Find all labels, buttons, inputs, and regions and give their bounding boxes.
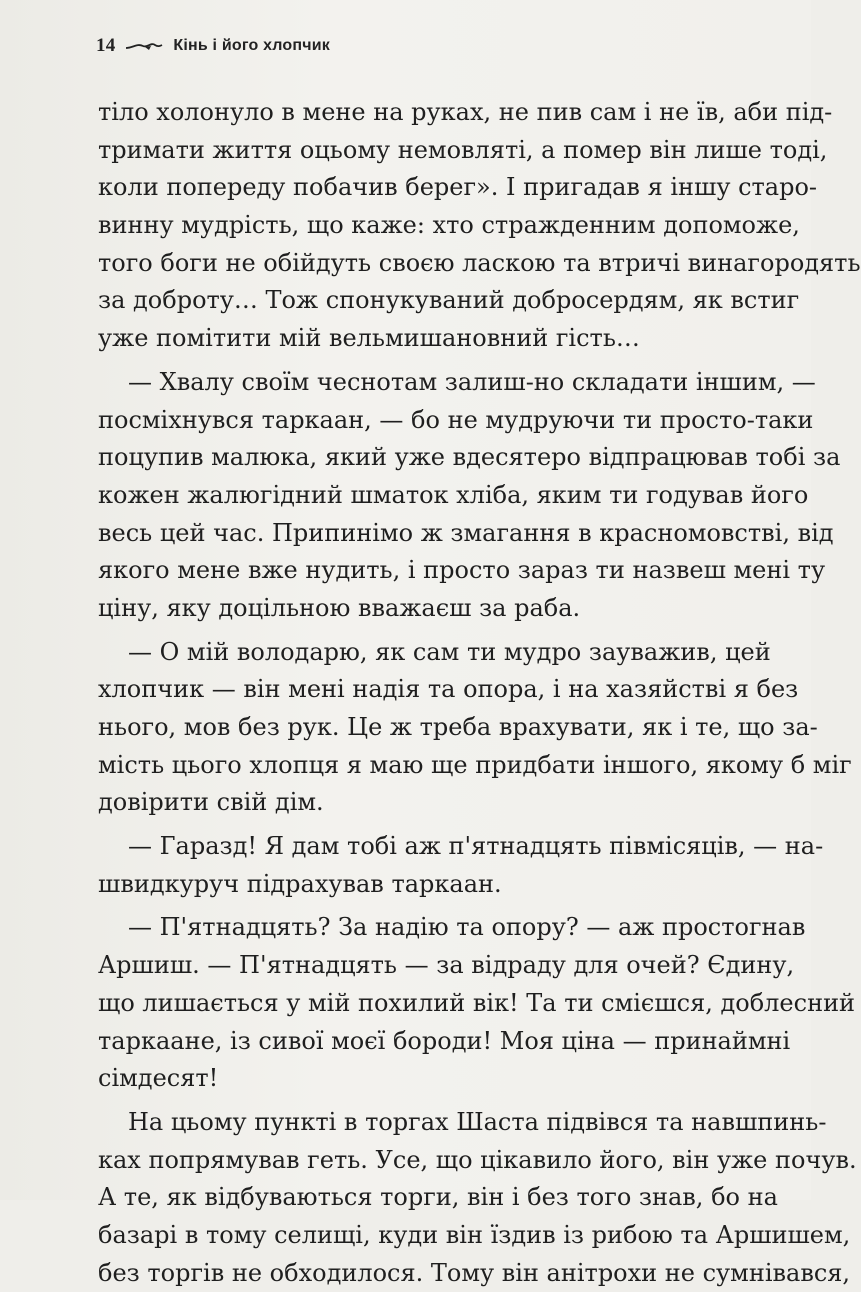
text-line: На цьому пункті в торгах Шаста підвівся та навшпинь-: [128, 1107, 827, 1136]
text-line: уже помітити мій вельмишановний гість…: [98, 324, 640, 353]
text-line: А те, як відбуваються торги, він і без того знав, бо на: [98, 1183, 778, 1212]
running-title: Кінь і його хлопчик: [173, 37, 330, 54]
text-line: Аршиш. — П'ятнадцять — за відраду для очей? Єдину,: [98, 951, 795, 980]
body-text: [98, 94, 861, 1292]
text-line: довірити свій дім.: [98, 788, 324, 817]
text-line: весь цей час. Припинімо ж змагання в красномовстві, від: [98, 518, 834, 547]
text-line: нього, мов без рук. Це ж треба врахувати, як і те, що за-: [98, 713, 818, 741]
text-line: поцупив малюка, який уже вдесятеро відпрацював тобі за: [98, 443, 841, 472]
ornament-icon: [125, 40, 163, 52]
page-number: 14: [96, 35, 116, 56]
text-line: таркаане, із сивої моєї бороди! Моя ціна — принаймні: [98, 1026, 791, 1055]
text-line: базарі в тому селищі, куди він їздив із рибою та Аршишем,: [98, 1220, 851, 1249]
text-line: тримати життя оцьому немовляті, а помер він лише тоді,: [98, 135, 828, 164]
text-line: — П'ятнадцять? За надію та опору? — аж простогнав: [128, 913, 806, 942]
text-line: винну мудрість, що каже: хто стражденним допоможе,: [98, 211, 800, 240]
text-line: — О мій володарю, як сам ти мудро зауважив, цей: [128, 637, 771, 666]
text-line: того боги не обійдуть своєю ласкою та втричі винагородять: [98, 248, 861, 277]
text-line: ках попрямував геть. Усе, що цікавило його, він уже почув.: [98, 1145, 857, 1174]
text-line: швидкуруч підрахував таркаан.: [98, 869, 502, 898]
text-line: якого мене вже нудить, і просто зараз ти назвеш мені ту: [98, 556, 826, 585]
text-line: тіло холонуло в мене на руках, не пив сам і не їв, аби під-: [98, 98, 833, 126]
text-line: посміхнувся таркаан, — бо не мудруючи ти просто-таки: [98, 405, 814, 434]
text-line: що лишається у мій похилий вік! Та ти смієшся, доблесний: [98, 988, 856, 1017]
text-line: сімдесят!: [98, 1064, 219, 1093]
text-line: мість цього хлопця я маю ще придбати іншого, якому б міг: [98, 750, 852, 779]
text-line: коли попереду побачив берег». І пригадав я іншу старо-: [98, 173, 818, 202]
text-line: хлопчик — він мені надія та опора, і на хазяйстві я без: [98, 675, 799, 704]
text-line: за доброту… Тож спонукуваний добросердям, як встиг: [98, 286, 800, 315]
text-line: ціну, яку доцільною вважаєш за раба.: [98, 593, 581, 622]
text-line: без торгів не обходилося. Тому він анітрохи не сумнівався,: [98, 1258, 851, 1287]
page-header: [96, 34, 330, 58]
text-line: кожен жалюгідний шматок хліба, яким ти годував його: [98, 480, 809, 509]
text-line: — Хвалу своїм чеснотам залиш-но складати іншим, —: [128, 367, 816, 396]
text-line: — Гаразд! Я дам тобі аж п'ятнадцять півмісяців, — на-: [128, 832, 824, 861]
